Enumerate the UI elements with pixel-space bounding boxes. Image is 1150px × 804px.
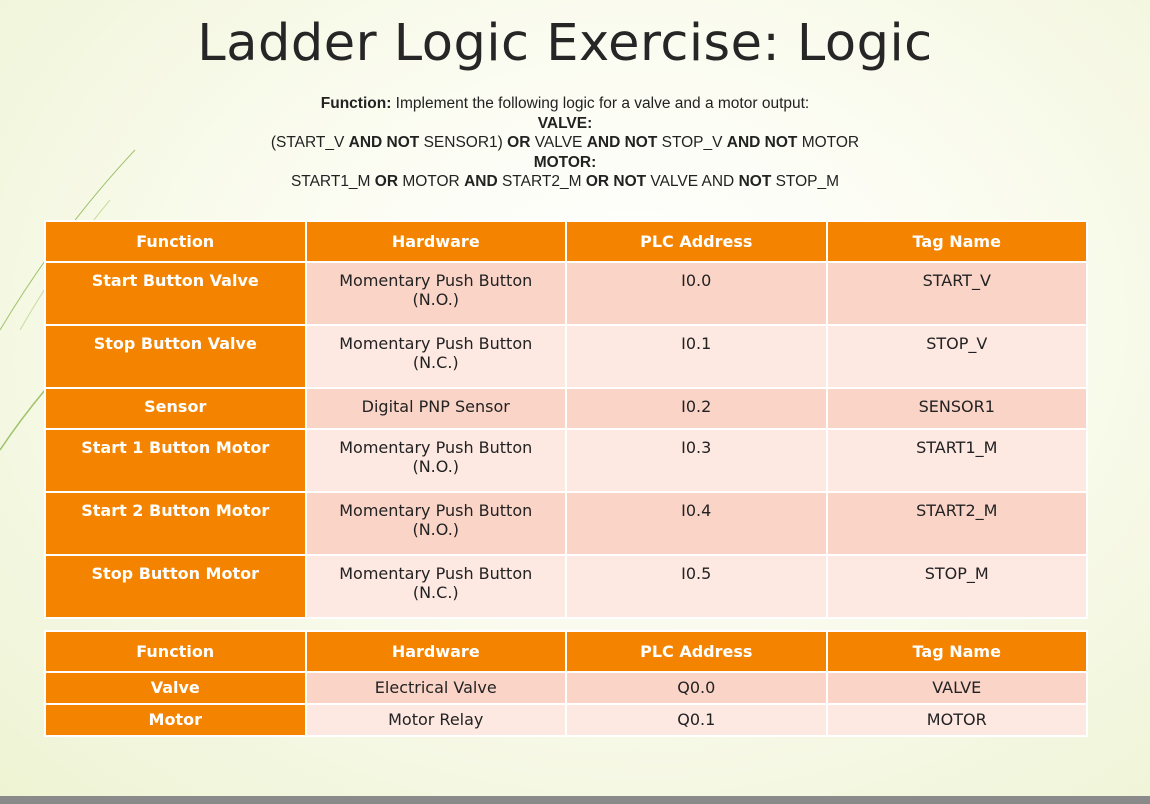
column-header: PLC Address bbox=[566, 221, 827, 262]
logic-token: VALVE bbox=[530, 134, 587, 151]
function-cell: Start Button Valve bbox=[45, 262, 306, 325]
plc-address-cell: I0.0 bbox=[566, 262, 827, 325]
plc-address-cell: I0.5 bbox=[566, 555, 827, 618]
motor-logic-expression bbox=[0, 172, 1130, 192]
table-row bbox=[45, 492, 1087, 555]
tag-name-cell: MOTOR bbox=[827, 704, 1088, 736]
logic-token: AND NOT bbox=[586, 134, 658, 151]
table-row bbox=[45, 672, 1087, 704]
slide-title: Ladder Logic Exercise: Logic bbox=[197, 14, 933, 73]
hardware-cell bbox=[306, 704, 567, 736]
outputs-table bbox=[44, 630, 1088, 737]
logic-token: SENSOR1) bbox=[419, 134, 508, 151]
plc-address-cell: Q0.0 bbox=[566, 672, 827, 704]
hardware-line: (N.C.) bbox=[412, 583, 459, 602]
logic-token: STOP_M bbox=[771, 173, 840, 190]
tag-name-cell: STOP_V bbox=[827, 325, 1088, 388]
column-header: Tag Name bbox=[827, 631, 1088, 672]
hardware-line: (N.O.) bbox=[412, 520, 460, 539]
column-header: Hardware bbox=[306, 221, 567, 262]
logic-token: START2_M bbox=[497, 173, 586, 190]
tag-name-cell: SENSOR1 bbox=[827, 388, 1088, 429]
table-row bbox=[45, 325, 1087, 388]
hardware-line: Momentary Push Button bbox=[339, 438, 533, 457]
valve-heading: VALVE: bbox=[537, 114, 593, 132]
logic-token: OR bbox=[374, 173, 399, 190]
table-row bbox=[45, 262, 1087, 325]
logic-token: AND NOT bbox=[726, 134, 798, 151]
plc-address-cell: I0.2 bbox=[566, 388, 827, 429]
column-header: Function bbox=[45, 221, 306, 262]
logic-token: STOP_V bbox=[657, 134, 727, 151]
logic-token: MOTOR bbox=[797, 134, 860, 151]
function-cell: Stop Button Motor bbox=[45, 555, 306, 618]
logic-token: VALVE AND bbox=[646, 173, 739, 190]
hardware-line: (N.C.) bbox=[412, 353, 459, 372]
hardware-line: Motor Relay bbox=[388, 710, 484, 729]
hardware-line: Momentary Push Button bbox=[339, 334, 533, 353]
valve-logic-expression bbox=[0, 133, 1130, 153]
table-row bbox=[45, 555, 1087, 618]
column-header: Function bbox=[45, 631, 306, 672]
inputs-table-header bbox=[45, 221, 1087, 262]
logic-token: MOTOR bbox=[398, 173, 465, 190]
hardware-cell bbox=[306, 262, 567, 325]
tag-name-cell: START1_M bbox=[827, 429, 1088, 492]
function-description bbox=[0, 94, 1130, 192]
function-cell: Stop Button Valve bbox=[45, 325, 306, 388]
logic-token: AND NOT bbox=[348, 134, 420, 151]
hardware-line: Digital PNP Sensor bbox=[361, 397, 510, 416]
hardware-cell bbox=[306, 429, 567, 492]
function-text: Implement the following logic for a valve and a motor output: bbox=[391, 95, 810, 112]
logic-token: (START_V bbox=[270, 134, 349, 151]
tag-name-cell: START_V bbox=[827, 262, 1088, 325]
function-label: Function: bbox=[320, 95, 392, 112]
outputs-table-header bbox=[45, 631, 1087, 672]
hardware-cell bbox=[306, 388, 567, 429]
hardware-line: (N.O.) bbox=[412, 457, 460, 476]
function-cell: Motor bbox=[45, 704, 306, 736]
hardware-line: Momentary Push Button bbox=[339, 501, 533, 520]
logic-token: OR bbox=[507, 134, 531, 151]
function-cell: Valve bbox=[45, 672, 306, 704]
table-row bbox=[45, 704, 1087, 736]
logic-token: OR NOT bbox=[585, 173, 647, 190]
tag-name-cell: START2_M bbox=[827, 492, 1088, 555]
tag-name-cell: VALVE bbox=[827, 672, 1088, 704]
bottom-bar bbox=[0, 796, 1150, 804]
hardware-line: Electrical Valve bbox=[374, 678, 497, 697]
hardware-cell bbox=[306, 672, 567, 704]
column-header: PLC Address bbox=[566, 631, 827, 672]
logic-token: START1_M bbox=[290, 173, 375, 190]
hardware-line: Momentary Push Button bbox=[339, 564, 533, 583]
hardware-line: (N.O.) bbox=[412, 290, 460, 309]
plc-address-cell: I0.3 bbox=[566, 429, 827, 492]
plc-address-cell: I0.4 bbox=[566, 492, 827, 555]
logic-token: NOT bbox=[738, 173, 772, 190]
function-cell: Sensor bbox=[45, 388, 306, 429]
function-cell: Start 1 Button Motor bbox=[45, 429, 306, 492]
motor-heading: MOTOR: bbox=[533, 153, 597, 171]
table-row bbox=[45, 388, 1087, 429]
column-header: Hardware bbox=[306, 631, 567, 672]
logic-token: AND bbox=[464, 173, 498, 190]
hardware-cell bbox=[306, 492, 567, 555]
plc-address-cell: I0.1 bbox=[566, 325, 827, 388]
plc-address-cell: Q0.1 bbox=[566, 704, 827, 736]
hardware-line: Momentary Push Button bbox=[339, 271, 533, 290]
hardware-cell bbox=[306, 325, 567, 388]
tag-name-cell: STOP_M bbox=[827, 555, 1088, 618]
table-row bbox=[45, 429, 1087, 492]
function-cell: Start 2 Button Motor bbox=[45, 492, 306, 555]
column-header: Tag Name bbox=[827, 221, 1088, 262]
hardware-cell bbox=[306, 555, 567, 618]
inputs-table bbox=[44, 220, 1088, 619]
